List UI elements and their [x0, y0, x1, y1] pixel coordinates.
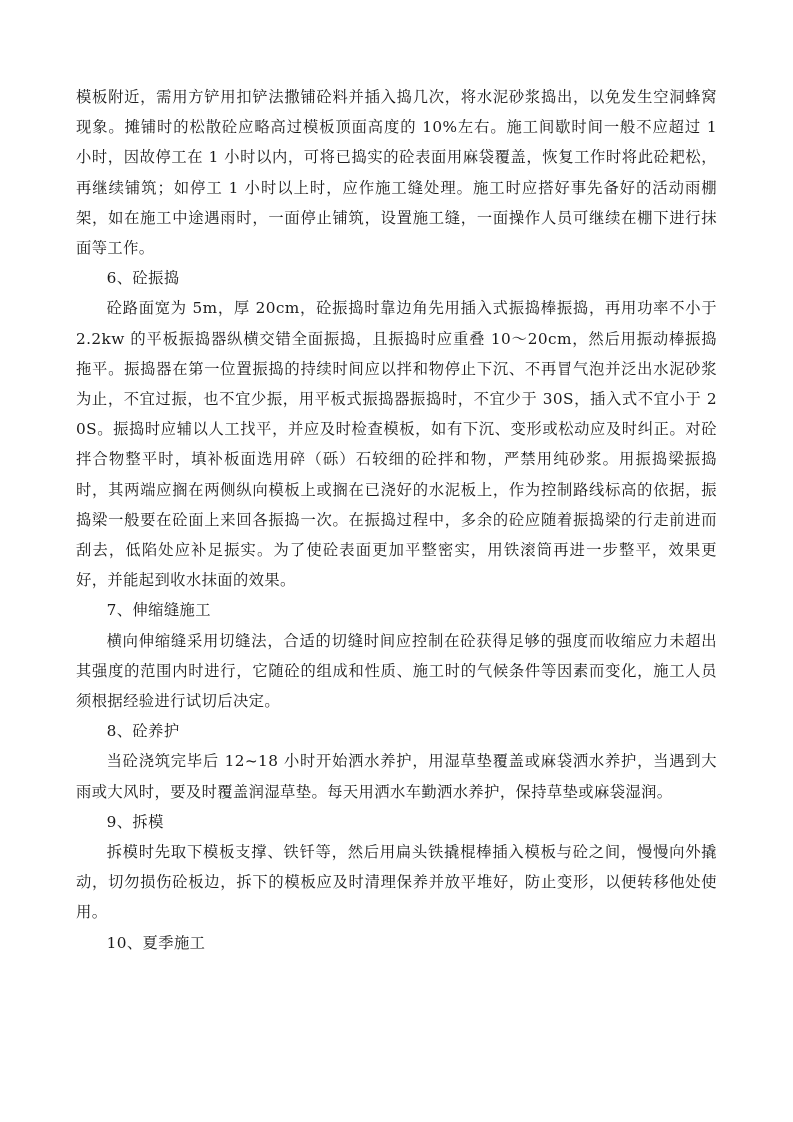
paragraph-expansion-joints: 横向伸缩缝采用切缝法，合适的切缝时间应控制在砼获得足够的强度而收缩应力未超出其强度的范围内时进行，它随砼的组成和性质、施工时的气候条件等因素而变化，施工人员须根据经验进行试切后决定。: [76, 631, 717, 711]
section-heading-curing: 8、砼养护: [106, 722, 180, 741]
section-heading-summer-construction: 10、夏季施工: [106, 933, 206, 952]
section-heading-formwork-removal: 9、拆模: [106, 812, 164, 831]
paragraph-continued-placement: 模板附近，需用方铲用扣铲法撒铺砼料并插入捣几次，将水泥砂浆捣出，以免发生空洞蜂窝现象。摊铺时的松散砼应略高过模板顶面高度的 10%左右。施工间歇时间一般不应超过 1 小时，因故停工在 1 小时以内，可将已捣实的砼表面用麻袋覆盖，恢复工作时将此砼耙松，再继续铺筑；如停工 1 小时以上时，应作施工缝处理。施工时应搭好事先备好的活动雨棚架，如在施工中途遇雨时，一面停止铺筑，设置施工缝，一面操作人员可继续在棚下进行抹面等工作。: [76, 88, 717, 258]
paragraph-concrete-vibration: 砼路面宽为 5m，厚 20cm，砼振捣时靠边角先用插入式振捣棒振捣，再用功率不小于 2.2kw 的平板振捣器纵横交错全面振捣，且振捣时应重叠 10～20cm，然后用振动棒振捣拖平。振捣器在第一位置振捣的持续时间应以拌和物停止下沉、不再冒气泡并泛出水泥砂浆为止，不宜过振，也不宜少振，用平板式振捣器振捣时，不宜少于 30S，插入式不宜小于 20S。振捣时应辅以人工找平，并应及时检查模板，如有下沉、变形或松动应及时纠正。对砼拌合物整平时，填补板面选用碎（砾）石较细的砼拌和物，严禁用纯砂浆。用振捣梁振捣时，其两端应搁在两侧纵向模板上或搁在已浇好的水泥板上，作为控制路线标高的依据，振捣梁一般要在砼面上来回各振捣一次。在振捣过程中，多余的砼应随着振捣梁的行走前进而刮去，低陷处应补足振实。为了使砼表面更加平整密实，用铁滚筒再进一步整平，效果更好，并能起到收水抹面的效果。: [76, 299, 717, 590]
paragraph-formwork-removal: 拆模时先取下模板支撑、铁钎等，然后用扁头铁撬棍棒插入模板与砼之间，慢慢向外撬动，切勿损伤砼板边，拆下的模板应及时清理保养并放平堆好，防止变形，以便转移他处使用。: [76, 843, 717, 922]
section-heading-concrete-vibration: 6、砼振捣: [106, 269, 180, 288]
section-heading-expansion-joints: 7、伸缩缝施工: [106, 601, 211, 620]
document-page: [76, 82, 717, 958]
paragraph-curing: 当砼浇筑完毕后 12~18 小时开始洒水养护，用湿草垫覆盖或麻袋洒水养护，当遇到大雨或大风时，要及时覆盖润湿草垫。每天用洒水车勤洒水养护，保持草垫或麻袋湿润。: [76, 752, 717, 801]
